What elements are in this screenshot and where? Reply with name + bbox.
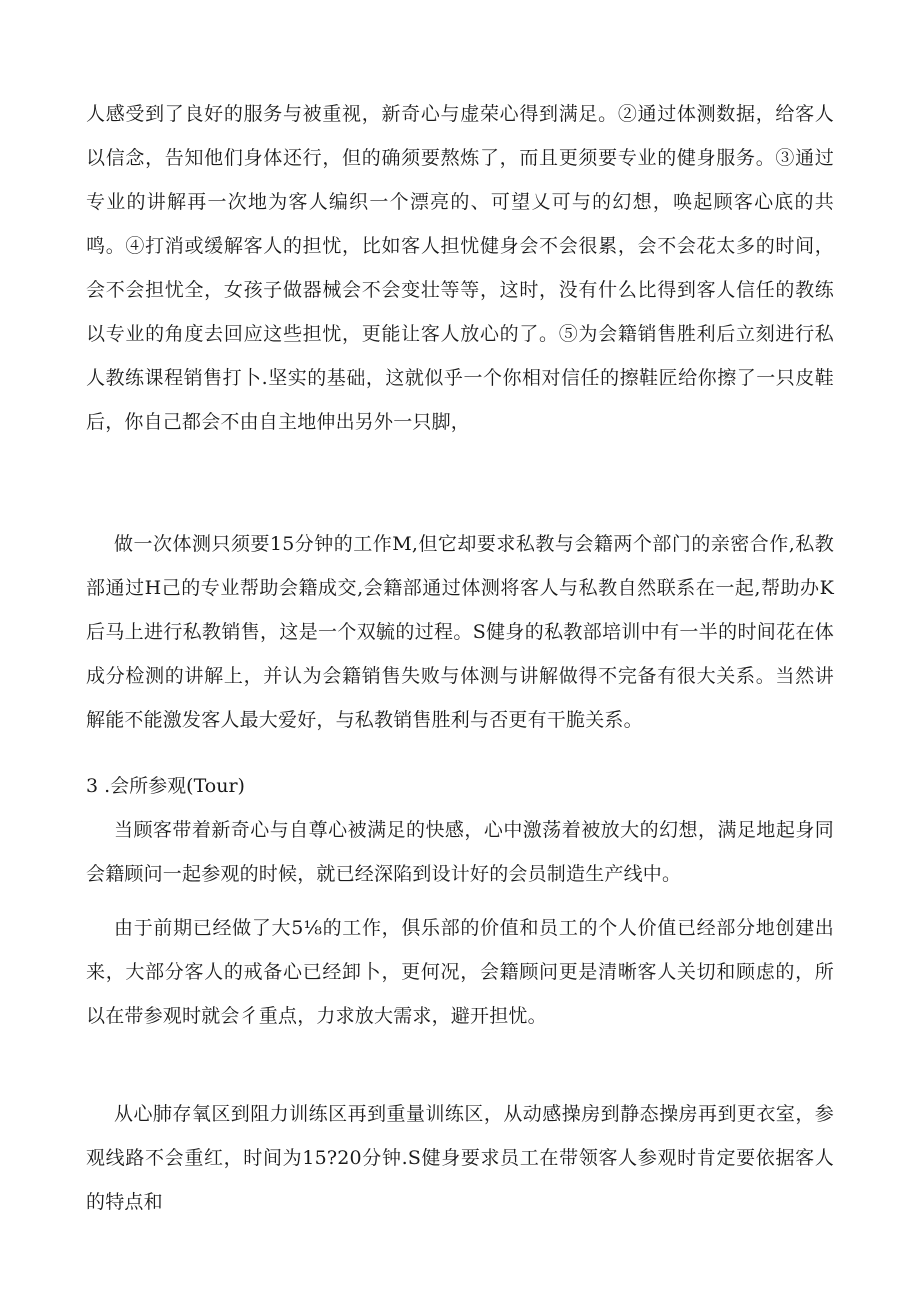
paragraph-body-5: 从心肺存氧区到阻力训练区再到重量训练区，从动感操房到静态操房再到更衣室，参观线路不会重红，时间为15?20分钟.S健身要求员工在带领客人参观时肯定要依据客人的特点和 [86, 1103, 834, 1213]
paragraph-body-1: 人感受到了良好的服务与被重视，新奇心与虚荣心得到满足。②通过体测数据，给客人以信念，告知他们身体还行，但的确须要熬炼了，而且更须要专业的健身服务。③通过专业的讲解再一次地为客人编织一个漂亮的、可望乂可与的幻想，唤起顾客心底的共鸣。④打消或缓解客人的担忧，比如客人担忧健身会不会很累，会不会花太多的时间，会不会担忧全，女孩子做器械会不会变壮等等，这时，没有什么比得到客人信任的教练以专业的角度去回应这些担忧，更能让客人放心的了。⑤为会籍销售胜利后立刻进行私人教练课程销售打卜.坚实的基础，这就似乎一个你相对信任的擦鞋匠给你擦了一只皮鞋后，你自己都会不由自主地伸出另外一只脚， [86, 103, 834, 433]
paragraph-body-4: 由于前期已经做了大5⅛的工作，俱乐部的价值和员工的个人价值已经部分地创建出来，大部分客人的戒备心已经卸卜，更何况，会籍顾问更是清晰客人关切和顾虑的，所以在带参观时就会彳重点，力求放大需求，避开担忧。 [86, 917, 834, 1027]
paragraph-body-3: 当顾客带着新奇心与自尊心被满足的快感，心中激荡着被放大的幻想，满足地起身同会籍顾问一起参观的时候，就已经深陷到设计好的会员制造生产线中。 [86, 819, 834, 885]
section-heading: 3 .会所参观(Tour) [86, 775, 245, 797]
paragraph-body-2: 做一次体测只须要15分钟的工作M,但它却要求私教与会籍两个部门的亲密合作,私教部通过H己的专业帮助会籍成交,会籍部通过体测将客人与私教自然联系在一起,帮助办K后马上进行私教销售，这是一个双毓的过程。S健身的私教部培训中有一半的时间花在体成分检测的讲解上，并认为会籍销售失败与体测与讲解做得不完备有很大关系。当然讲解能不能激发客人最大爱好，与私教销售胜利与否更有干脆关系。 [86, 533, 834, 731]
